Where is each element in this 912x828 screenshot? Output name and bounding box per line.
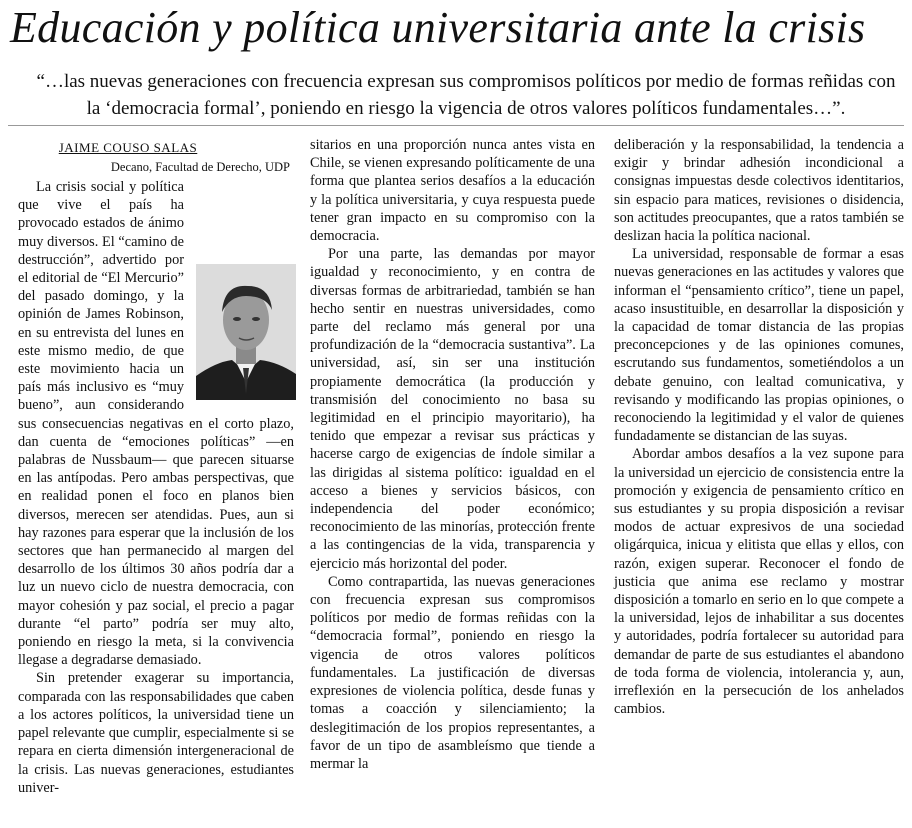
- paragraph: Abordar ambos desafíos a la vez supone para la universidad un ejercicio de consistencia entre la promoción y exigencia de pensamiento crítico en sus estudiantes y su propia disposición a revisar modos de actuar expresivos de una sociedad oligárquica, inicua y elitista que ellas y ellos, con razón, exigen superar. Reconocer el fondo de justicia que anima ese reclamo y mostrar disposición a tomarlo en serio en lo que compete a la universidad, lejos de inhabilitar a sus docentes y autoridades, podría fortalecer su autoridad para demandar de parte de sus estudiantes el abandono de toda forma de violencia, intolerancia y, aun, irreflexión en la persecución de los anhelados cambios.: [614, 446, 904, 718]
- paragraph: Por una parte, las demandas por mayor igualdad y reconocimiento, y en contra de diversas formas de arbitrariedad, también se han hecho sentir en nuestras universidades, como parte del reclamo más general por una profundización de la “democracia sustantiva”. La universidad, así, sin ser una institución propiamente democrática (la producción y transmisión del conocimiento no basa su legitimidad en el principio mayoritario), ha tenido que empezar a revisar sus prácticas y hacerse cargo de exigencias de índole similar a las dirigidas al sistema político: igualdad en el acceso a bienes y servicios básicos, con independencia del poder económico; reconocimiento de las minorías, protección frente a las contingencias de la vida, transparencia y ejercicio más horizontal del poder.: [310, 246, 595, 572]
- paragraph: deliberación y la responsabilidad, la tendencia a exigir y brindar adhesión incondicional a consignas impuestas desde colectivos identitarios, sin espacio para matices, revisiones o disidencia, son actitudes preocupantes, que a ratos también se deslizan hacia la política nacional.: [614, 137, 904, 245]
- author-role: Decano, Facultad de Derecho, UDP: [110, 160, 290, 174]
- paragraph: La universidad, responsable de formar a esas nuevas generaciones en las actitudes y valores que informan el “pensamiento crítico”, tiene un papel, acaso insustituible, en desarrollar la disposición y la capacidad de tomar distancia de las propias preconcepciones y de las opiniones comunes, escrutando sus fundamentos, sometiéndolos a un debate genuino, con lealtad comunicativa, y revisando y modificando las propias opiniones, o reconociendo la legitimidad y el valor de quienes fundadamente se distancian de las suyas.: [614, 246, 904, 445]
- deck-quote: “…las nuevas generaciones con frecuencia expresan sus compromisos políticos por medio de formas reñidas con la ‘democracia formal’, poniendo en riesgo la vigencia de otros valores políticos fundamentales…”.: [36, 71, 896, 119]
- paragraph: sitarios en una proporción nunca antes vista en Chile, se vienen expresando políticamente de una forma que plantea serios desafíos a la educación y la política universitaria, y cuya respuesta puede tener gran impacto en su compromiso con la democracia.: [310, 137, 595, 245]
- byline: [18, 140, 294, 175]
- paragraph: Como contrapartida, las nuevas generaciones con frecuencia expresan sus compromisos políticos por medio de formas reñidas con la “democracia formal”, poniendo en riesgo la vigencia de otros valores políticos fundamentales. La justificación de diversas expresiones de violencia política, desde funas y tomas a coacción y silenciamiento; la deslegitimación de los propios representantes, a favor de un tipo de asambleísmo que tiende a mermar la: [310, 573, 595, 772]
- column-3: [614, 136, 904, 719]
- author-name: JAIME COUSO SALAS: [58, 140, 198, 155]
- paragraph: La crisis social y política que vive el país ha provocado estados de ánimo muy diversos. El “camino de destrucción”, advertido por el editorial de “El Mercurio” del pasado domingo, y la opinión de James Robinson, en su entrevista del lunes en este mismo medio, de que este movimiento hacia un país más inclusivo es “muy bueno”, aun considerando sus consecuencias negativas en el corto plazo, dan cuenta de “emociones políticas” —en palabras de Nussbaum— que parecen situarse en las antípodas. Pero ambas perspectivas, que en realidad ponen el foco en planos bien diversos, merecen ser atendidas. Pues, aun si hay razones para esperar que la inclusión de los sectores que han permanecido al margen del desarrollo de los últimos 30 años podría dar a luz un nuevo ciclo de nuestra democracia, con mayor cohesión y paz social, el precio a pagar durante “el parto” podría ser muy alto, poniendo en riesgo la meta, si la convivencia llegase a degradarse demasiado.: [18, 179, 294, 669]
- column-2: [310, 136, 595, 773]
- author-photo: [196, 264, 296, 400]
- divider: [8, 125, 904, 126]
- paragraph: Sin pretender exagerar su importancia, comparada con las responsabilidades que caben a los actores políticos, la universidad tiene un papel relevante que cumplir, especialmente si se repara en cierta dimensión intergeneracional de la crisis. Las nuevas generaciones, estudiantes univer-: [18, 670, 294, 796]
- headline: Educación y política universitaria ante la crisis: [10, 3, 866, 52]
